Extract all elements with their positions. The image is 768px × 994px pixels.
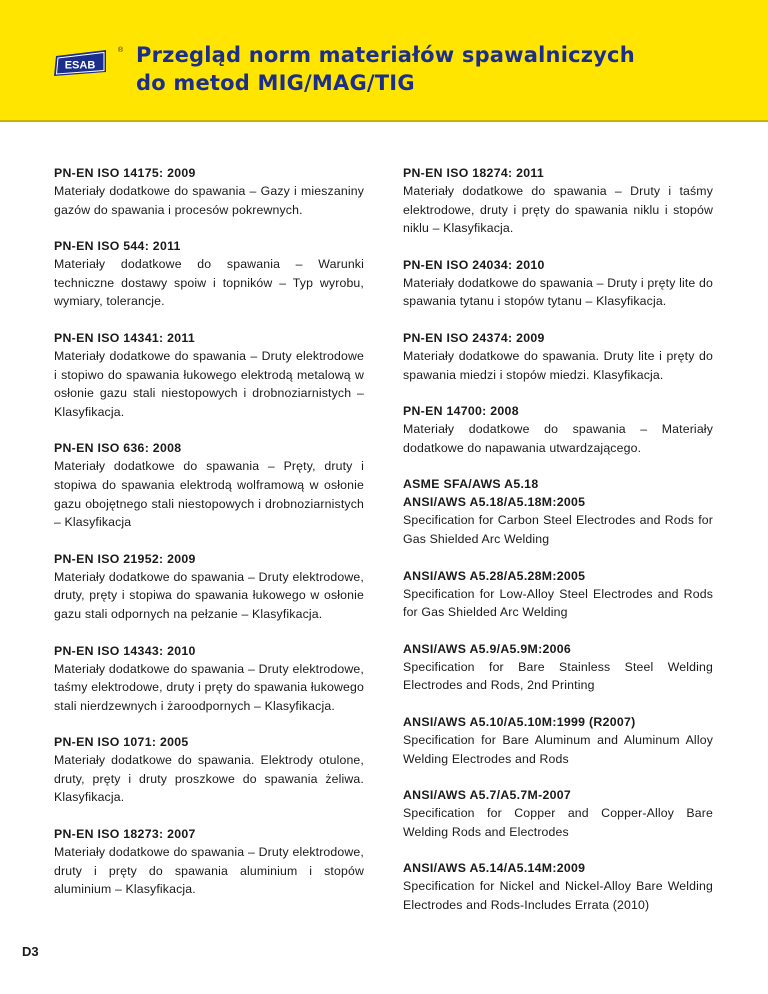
logo-text: ESAB: [64, 59, 96, 72]
standard-entry: [54, 733, 364, 807]
title-line-1: Przegląd norm materiałów spawalniczych: [136, 43, 635, 67]
standard-entry: [403, 786, 713, 841]
standard-entry: [403, 164, 713, 238]
standard-description: Materiały dodatkowe do spawania – Druty elektrodowe, druty i pręty do spawania aluminium i stopów aluminium – Klasyfikacja.: [54, 845, 364, 897]
standard-entry: [403, 475, 713, 548]
standard-code: PN-EN ISO 24034: 2010: [403, 257, 545, 272]
title-line-2: do metod MIG/MAG/TIG: [136, 71, 415, 95]
standard-description: Materiały dodatkowe do spawania – Druty elektrodowe, druty, pręty i stopiwa do spawania łukowego w osłonie gazu stali odpornych na pełzanie – Klasyfikacja.: [54, 569, 364, 621]
standard-entry: [54, 164, 364, 219]
standard-code: PN-EN ISO 18273: 2007: [54, 827, 196, 842]
standard-description: Materiały dodatkowe do spawania. Druty lite i pręty do spawania miedzi i stopów miedzi. Klasyfikacja.: [403, 348, 713, 382]
standard-description: Materiały dodatkowe do spawania – Pręty, druty i stopiwa do spawania elektrodą wolframową w osłonie gazu obojętnego stali niestopowych i drobnoziarnistych – Klasyfikacja: [54, 459, 364, 530]
registered-mark: ®: [118, 47, 124, 54]
standard-entry: [54, 642, 364, 716]
standard-code: PN-EN ISO 14343: 2010: [54, 643, 196, 658]
standard-code: PN-EN ISO 1071: 2005: [54, 735, 189, 750]
standard-description: Materiały dodatkowe do spawania – Druty i taśmy elektrodowe, druty i pręty do spawania niklu i stopów niklu – Klasyfikacja.: [403, 184, 713, 236]
standard-description: Specification for Bare Stainless Steel Welding Electrodes and Rods, 2nd Printing: [403, 659, 713, 693]
standard-description: Materiały dodatkowe do spawania – Druty i pręty lite do spawania tytanu i stopów tytanu – Klasyfikacja.: [403, 275, 713, 309]
standard-code: PN-EN ISO 18274: 2011: [403, 166, 544, 180]
left-column: [54, 164, 364, 917]
esab-logo: [52, 50, 108, 76]
standard-code: PN-EN ISO 24374: 2009: [403, 330, 545, 345]
standard-entry: [403, 859, 713, 914]
standard-description: Materiały dodatkowe do spawania. Elektrody otulone, druty, pręty i druty proszkowe do spawania żeliwa. Klasyfikacja.: [54, 753, 364, 805]
standard-code: ANSI/AWS A5.10/A5.10M:1999 (R2007): [403, 714, 636, 729]
standard-description: Specification for Bare Aluminum and Aluminum Alloy Welding Electrodes and Rods: [403, 732, 713, 766]
standard-entry: [403, 567, 713, 622]
standard-description: Specification for Low-Alloy Steel Electrodes and Rods for Gas Shielded Arc Welding: [403, 586, 713, 620]
standard-entry: [54, 825, 364, 899]
standard-description: Specification for Carbon Steel Electrodes and Rods for Gas Shielded Arc Welding: [403, 513, 713, 546]
standard-description: Specification for Nickel and Nickel-Alloy Bare Welding Electrodes and Rods-Includes Errata (2010): [403, 879, 713, 912]
standard-code: ASME SFA/AWS A5.18: [403, 477, 539, 492]
standard-code: ANSI/AWS A5.14/A5.14M:2009: [403, 861, 586, 876]
page-title: [136, 41, 635, 97]
standard-entry: [403, 329, 713, 384]
standard-description: Materiały dodatkowe do spawania – Druty elektrodowe i stopiwo do spawania łukowego elektrodą metalową w osłonie gazu stali niestopowych i drobnoziarnistych – Klasyfikacja.: [54, 348, 364, 419]
standard-entry: [54, 329, 364, 421]
standard-entry: [403, 713, 713, 768]
standard-description: Materiały dodatkowe do spawania – Druty elektrodowe, taśmy elektrodowe, druty i pręty do spawania łukowego stali nierdzewnych i żaroodpornych – Klasyfikacja.: [54, 661, 364, 713]
standard-entry: [54, 550, 364, 624]
standard-code: ANSI/AWS A5.7/A5.7M-2007: [403, 788, 572, 803]
page-number: D3: [22, 944, 39, 959]
standard-code-secondary: ANSI/AWS A5.18/A5.18M:2005: [403, 495, 586, 510]
standard-code: PN-EN 14700: 2008: [403, 404, 519, 419]
standard-code: PN-EN ISO 636: 2008: [54, 441, 182, 456]
standard-entry: [54, 237, 364, 311]
standard-code: PN-EN ISO 14341: 2011: [54, 330, 195, 345]
standard-description: Materiały dodatkowe do spawania – Materiały dodatkowe do napawania utwardzającego.: [403, 422, 713, 455]
standard-description: Materiały dodatkowe do spawania – Gazy i mieszaniny gazów do spawania i procesów pokrewnych.: [54, 184, 364, 217]
standard-code: ANSI/AWS A5.28/A5.28M:2005: [403, 568, 586, 583]
standard-code: PN-EN ISO 544: 2011: [54, 239, 181, 254]
standard-entry: [403, 402, 713, 457]
standard-description: Materiały dodatkowe do spawania – Warunki techniczne dostawy spoiw i topników – Typ wyrobu, wymiary, tolerancje.: [54, 257, 364, 309]
standard-entry: [54, 439, 364, 531]
standard-entry: [403, 256, 713, 311]
esab-logo-icon: [52, 50, 108, 76]
standard-entry: [403, 640, 713, 695]
standard-description: Specification for Copper and Copper-Alloy Bare Welding Rods and Electrodes: [403, 806, 713, 839]
right-column: [403, 164, 713, 932]
standard-code: ANSI/AWS A5.9/A5.9M:2006: [403, 641, 572, 656]
standard-code: PN-EN ISO 21952: 2009: [54, 551, 196, 566]
page-header: [0, 0, 768, 122]
standard-code: PN-EN ISO 14175: 2009: [54, 166, 196, 180]
